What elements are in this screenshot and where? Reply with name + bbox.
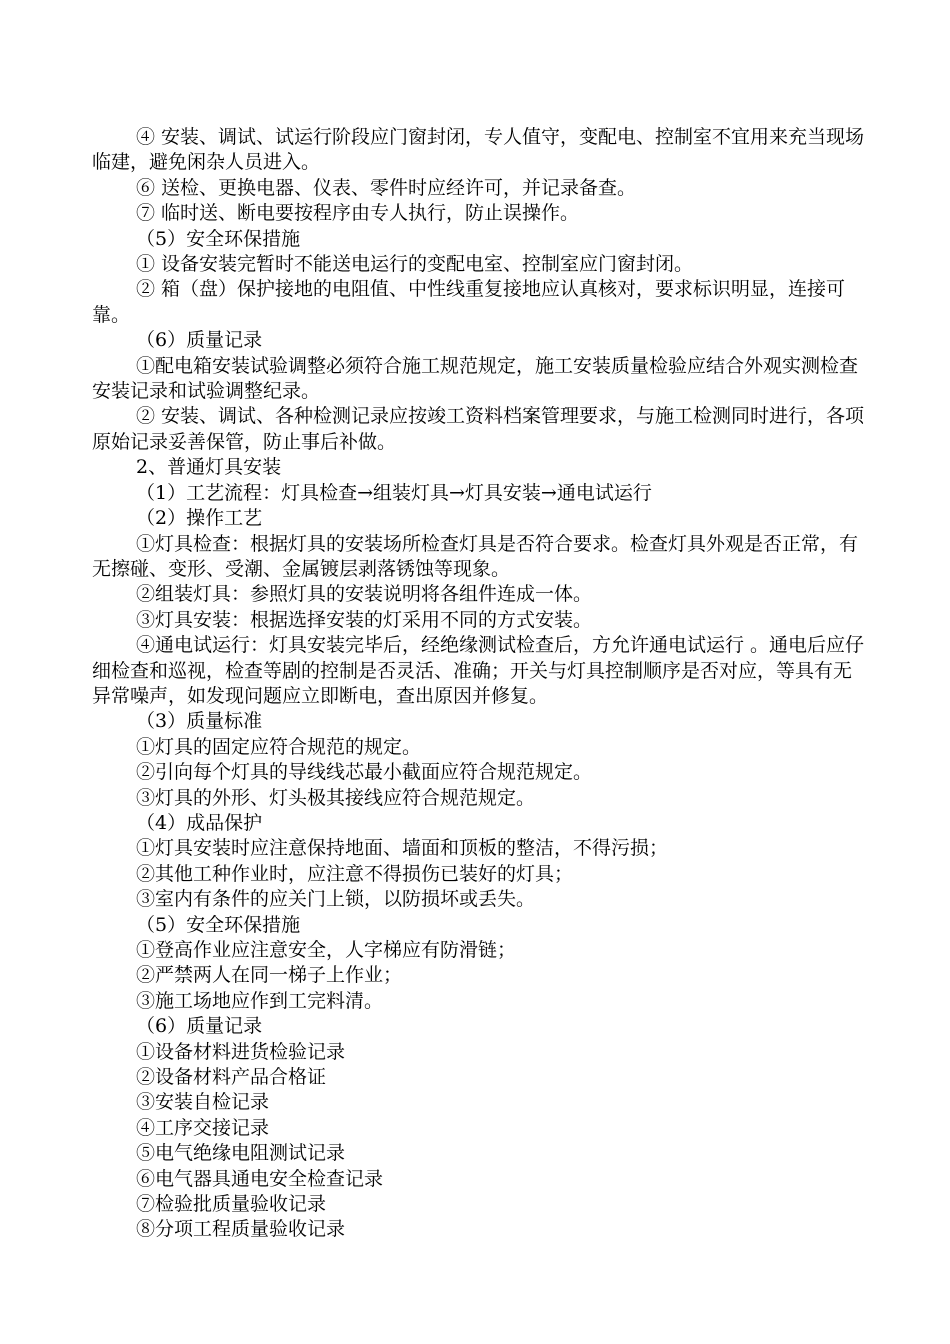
paragraph: ①灯具的固定应符合规范的规定。 <box>136 735 422 758</box>
list-item: ①设备材料进货检验记录 <box>136 1040 346 1063</box>
section-heading: （2）操作工艺 <box>136 507 263 530</box>
section-heading: （4）成品保护 <box>136 811 263 834</box>
paragraph: ②引向每个灯具的导线线芯最小截面应符合规范规定。 <box>136 761 593 784</box>
paragraph: ③灯具的外形、灯头极其接线应符合规范规定。 <box>136 786 536 809</box>
paragraph: ④ 安装、调试、试运行阶段应门窗封闭，专人值守，变配电、控制室不宜用来充当现场临建，避免闲杂人员进入。 <box>92 126 865 174</box>
section-heading: （3）质量标准 <box>136 710 263 733</box>
paragraph: ④通电试运行：灯具安装完毕后，经绝缘测试检查后，方允许通电试运行 。通电后应仔细检查和巡视，检查等剧的控制是否灵活、准确；开关与灯具控制顺序是否对应，等具有无异常噪声，如发现问题应立即断电，查出原因并修复。 <box>92 634 865 707</box>
paragraph: ② 安装、调试、各种检测记录应按竣工资料档案管理要求，与施工检测同时进行，各项原始记录妥善保管，防止事后补做。 <box>92 405 865 453</box>
section-heading: （6）质量记录 <box>136 1015 263 1038</box>
paragraph: ①灯具安装时应注意保持地面、墙面和顶板的整洁，不得污损； <box>136 837 669 860</box>
paragraph: ②组装灯具：参照灯具的安装说明将各组件连成一体。 <box>136 583 593 606</box>
list-item: ⑧分项工程质量验收记录 <box>136 1218 346 1241</box>
paragraph: ②严禁两人在同一梯子上作业； <box>136 964 403 987</box>
list-item: ⑦检验批质量验收记录 <box>136 1193 327 1216</box>
list-item: ②设备材料产品合格证 <box>136 1066 327 1089</box>
paragraph: ③灯具安装：根据选择安装的灯采用不同的方式安装。 <box>136 608 593 631</box>
section-heading: （5）安全环保措施 <box>136 913 301 936</box>
paragraph: ⑦ 临时送、断电要按程序由专人执行，防止误操作。 <box>136 202 580 225</box>
paragraph: ② 箱（盘）保护接地的电阻值、中性线重复接地应认真核对，要求标识明显，连接可靠。 <box>92 278 846 326</box>
paragraph: ②其他工种作业时，应注意不得损伤已装好的灯具； <box>136 862 574 885</box>
paragraph: ③施工场地应作到工完料清。 <box>136 989 384 1012</box>
list-item: ⑤电气绝缘电阻测试记录 <box>136 1142 346 1165</box>
paragraph: ① 设备安装完暂时不能送电运行的变配电室、控制室应门窗封闭。 <box>136 253 694 276</box>
section-heading: （6）质量记录 <box>136 329 263 352</box>
list-item: ④工序交接记录 <box>136 1116 270 1139</box>
paragraph: ①灯具检查：根据灯具的安装场所检查灯具是否符合要求。检查灯具外观是否正常，有无擦碰、变形、受潮、金属镀层剥落锈蚀等现象。 <box>92 532 859 580</box>
paragraph: ①配电箱安装试验调整必须符合施工规范规定，施工安装质量检验应结合外观实测检查安装记录和试验调整纪录。 <box>92 354 859 403</box>
paragraph: ⑥ 送检、更换电器、仪表、零件时应经许可，并记录备查。 <box>136 176 637 199</box>
list-item: ③安装自检记录 <box>136 1091 270 1114</box>
document-body <box>92 125 867 1243</box>
paragraph: ③室内有条件的应关门上锁，以防损坏或丢失。 <box>136 888 536 911</box>
paragraph: ①登高作业应注意安全，人字梯应有防滑链； <box>136 939 517 961</box>
section-heading: （5）安全环保措施 <box>136 227 301 250</box>
chapter-heading: 2、普通灯具安装 <box>136 456 282 479</box>
section-heading: （1）工艺流程：灯具检查→组装灯具→灯具安装→通电试运行 <box>136 481 652 504</box>
list-item: ⑥电气器具通电安全检查记录 <box>136 1167 384 1190</box>
